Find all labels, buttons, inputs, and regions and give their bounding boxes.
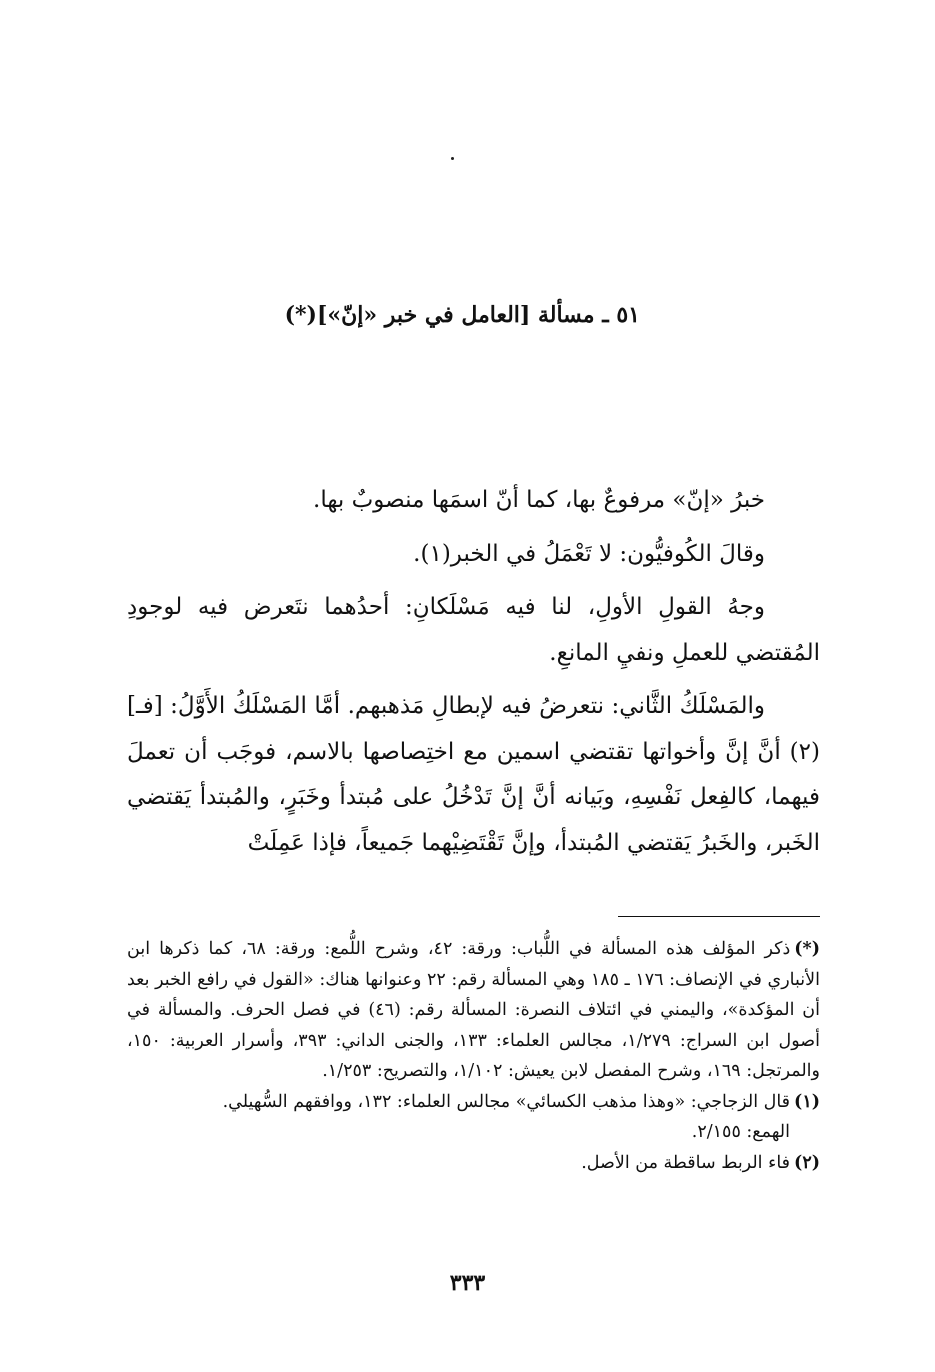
paragraph-4: والمَسْلَكُ الثَّاني: نتعرضُ فيه لإبطالِ مَذهبهم. أمَّا المَسْلَكُ الأَوَّلُ: [فـ](٢) أنَّ إنَّ وأخواتها تقتضي اسمين مع اختِصاصها بالاسم، فوجَب أن تعملَ فيهما، كالفِعل نَفْسِهِ، وبَيانه أنَّ إنَّ تَدْخُلُ على مُبتدأ وخَبَرٍ، والمُبتدأ يَقتضي الخَبر، والخَبرُ يَقتضي المُبتدأ، وإنَّ تَقْتَضِيْهما جَميعاً، فإذا عَمِلَتْ bbox=[127, 693, 820, 856]
footnote-text: قال الزجاجي: «وهذا مذهب الكسائي» مجالس العلماء: ١٣٢، ووافقهم السُّهيلي. bbox=[222, 1091, 791, 1112]
paragraph-2: وقالَ الكُوفيُّون: لا تَعْمَلُ في الخبر(١). bbox=[413, 540, 765, 567]
footnote-star bbox=[127, 934, 820, 1087]
section-title: ٥١ ـ مسألة [العامل في خبر «إنّ»](*) bbox=[284, 302, 640, 328]
footnote-1-continuation: الهمع: ٢/١٥٥. bbox=[691, 1122, 790, 1142]
footnote-text: فاء الربط ساقطة من الأصل. bbox=[581, 1152, 791, 1173]
footnotes bbox=[127, 934, 820, 1178]
footnote-2 bbox=[127, 1148, 820, 1179]
page-number: ٣٣٣ bbox=[449, 1270, 486, 1296]
footnote-separator bbox=[618, 916, 820, 917]
paragraph-1: خبرُ «إنّ» مرفوعٌ بها، كما أنّ اسمَها منصوبٌ بها. bbox=[313, 487, 765, 513]
main-text bbox=[127, 478, 820, 866]
footnote-text: ذكر المؤلف هذه المسألة في اللُّباب: ورقة: ٤٢، وشرح اللُّمع: ورقة: ٦٨، كما ذكرها ابن الأنباري في الإنصاف: ١٧٦ ـ ١٨٥ وهي المسألة رقم: ٢٢ وعنوانها هناك: «القول في رافع الخبر بعد أن المؤكدة»، واليمني في ائتلاف النصرة: المسألة رقم: (٤٦) في فصل الحرف. والمسألة في أصول ابن السراج: ١/٢٧٩، مجالس العلماء: ١٣٣، والجنى الداني: ٣٩٣، وأسرار العربية: ١٥٠، والمرتجل: ١٦٩، وشرح المفصل لابن يعيش: ١/١٠٢، والتصريح: ١/٢٥٣. bbox=[127, 939, 821, 1081]
stray-dot bbox=[451, 157, 454, 160]
footnote-mark: (٢) bbox=[794, 1152, 820, 1173]
footnote-1 bbox=[127, 1087, 820, 1118]
paragraph-3: وجهُ القولِ الأولِ، لنا فيه مَسْلَكانِ: أحدُهما نتَعرض فيه لوجودِ المُقتضي للعملِ ونفيِ المانعِ. bbox=[127, 594, 820, 666]
footnote-mark: (١) bbox=[794, 1091, 820, 1112]
footnote-mark: (*) bbox=[794, 939, 820, 959]
